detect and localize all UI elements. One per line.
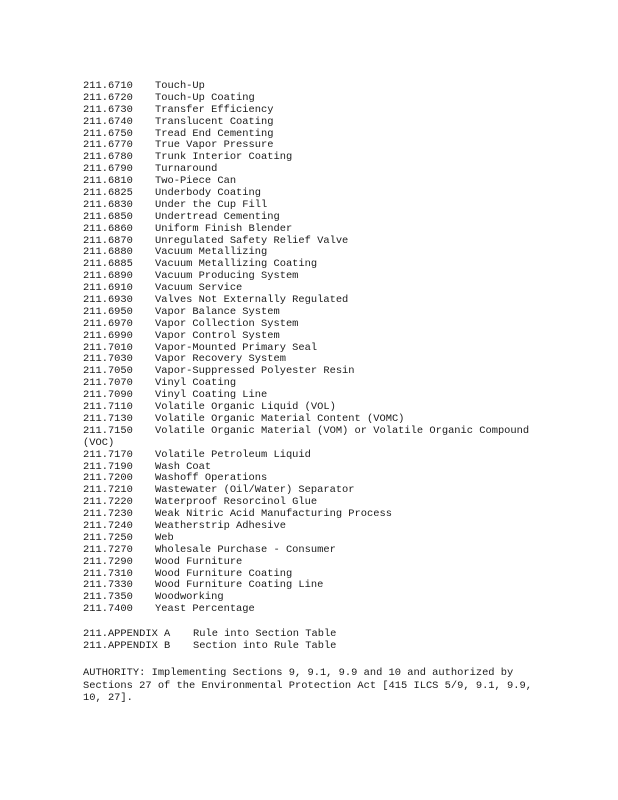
toc-entry [83,93,543,105]
toc-entry [83,129,543,141]
section-number: 211.6880 [83,246,133,259]
section-title: Vacuum Metallizing [155,246,268,259]
section-title: Vapor Control System [155,329,280,342]
toc-entry [83,426,543,450]
toc-entry [83,117,543,129]
section-title: Weatherstrip Adhesive [155,519,286,532]
section-title: Translucent Coating [155,115,274,128]
section-title: Transfer Efficiency [155,103,274,116]
section-title: Volatile Organic Material Content (VOMC) [155,412,405,425]
section-number: 211.7230 [83,508,133,521]
section-title: Vapor-Suppressed Polyester Resin [155,365,355,378]
toc-entry [83,271,543,283]
section-number: 211.6850 [83,210,133,223]
section-number: 211.6780 [83,151,133,164]
section-number: 211.7330 [83,579,133,592]
section-title: Unregulated Safety Relief Valve [155,234,349,247]
section-title: Under the Cup Fill [155,198,268,211]
toc-entry [83,224,543,236]
section-number: 211.6950 [83,305,133,318]
toc-entry [83,259,543,271]
toc-entry [83,533,543,545]
table-of-contents [83,81,543,616]
section-number: 211.6810 [83,175,133,188]
section-title: Woodworking [155,591,224,604]
toc-entry [83,343,543,355]
section-title: Waterproof Resorcinol Glue [155,496,318,509]
toc-entry [83,81,543,93]
section-title: Wood Furniture Coating [155,567,293,580]
section-number: 211.6770 [83,139,133,152]
toc-entry [83,509,543,521]
section-title: Washoff Operations [155,472,268,485]
toc-entry [83,378,543,390]
section-title: Undertread Cementing [155,210,280,223]
section-title: Tread End Cementing [155,127,274,140]
toc-entry [83,105,543,117]
section-title: Web [155,531,174,544]
section-number: 211.APPENDIX A [83,628,171,640]
section-title: Wood Furniture [155,555,243,568]
section-number: 211.7310 [83,567,133,580]
section-number: 211.7350 [83,591,133,604]
section-title: Touch-Up Coating [155,91,255,104]
toc-entry [83,188,543,200]
toc-entry [83,140,543,152]
toc-entry [83,592,543,604]
section-title: Volatile Petroleum Liquid [155,448,311,461]
toc-entry [83,580,543,592]
section-number: 211.6750 [83,127,133,140]
section-title: Vapor Balance System [155,305,280,318]
section-number: 211.APPENDIX B [83,639,171,652]
section-number: 211.7200 [83,472,133,485]
section-number: 211.6885 [83,258,133,271]
section-title: Two-Piece Can [155,175,237,188]
section-title: Uniform Finish Blender [155,222,293,235]
section-title: Wash Coat [155,460,212,473]
toc-entry [83,366,543,378]
toc-entry [83,164,543,176]
section-number: 211.7270 [83,543,133,556]
section-title: Section into Rule Table [193,639,337,652]
section-title: Vapor-Mounted Primary Seal [155,341,318,354]
section-title: Volatile Organic Liquid (VOL) [155,401,336,414]
section-number: 211.7090 [83,389,133,402]
section-number: 211.7150 [83,424,133,437]
section-number: 211.7190 [83,460,133,473]
section-title: Weak Nitric Acid Manufacturing Process [155,508,392,521]
section-title: Underbody Coating [155,187,262,200]
section-title: Wood Furniture Coating Line [155,579,324,592]
toc-entry [83,557,543,569]
section-title: Vacuum Metallizing Coating [155,258,318,271]
section-number: 211.6930 [83,294,133,307]
section-number: 211.6910 [83,282,133,295]
toc-entry [83,295,543,307]
toc-entry [83,200,543,212]
toc-entry [83,604,543,616]
toc-entry [83,212,543,224]
section-number: 211.7220 [83,496,133,509]
section-title: Valves Not Externally Regulated [155,294,349,307]
toc-entry [83,319,543,331]
section-number: 211.7170 [83,448,133,461]
section-title: Vacuum Producing System [155,270,299,283]
toc-entry [83,152,543,164]
section-number: 211.6720 [83,91,133,104]
section-title: Vapor Collection System [155,317,299,330]
toc-entry [83,545,543,557]
toc-entry [83,450,543,462]
section-number: 211.7400 [83,603,133,616]
section-title: Vinyl Coating Line [155,389,268,402]
section-number: 211.7210 [83,484,133,497]
section-number: 211.6990 [83,329,133,342]
section-title: Yeast Percentage [155,603,255,616]
section-title: Volatile Organic Material (VOM) or Volatile Organic Compound (VOC) [83,424,530,449]
section-number: 211.6970 [83,317,133,330]
section-title: Turnaround [155,163,218,176]
section-number: 211.7290 [83,555,133,568]
section-number: 211.6740 [83,115,133,128]
section-title: Wholesale Purchase - Consumer [155,543,336,556]
section-title: Vacuum Service [155,282,243,295]
section-title: Vapor Recovery System [155,353,286,366]
toc-entry [83,236,543,248]
section-number: 211.7010 [83,341,133,354]
section-number: 211.6830 [83,198,133,211]
toc-entry [83,307,543,319]
section-title: Vinyl Coating [155,377,237,390]
section-title: Trunk Interior Coating [155,151,293,164]
section-number: 211.7030 [83,353,133,366]
toc-entry [83,521,543,533]
section-number: 211.6825 [83,187,133,200]
section-title: True Vapor Pressure [155,139,274,152]
toc-entry [83,641,336,653]
section-title: Wastewater (Oil/Water) Separator [155,484,355,497]
section-number: 211.6860 [83,222,133,235]
toc-entry [83,462,543,474]
section-number: 211.7050 [83,365,133,378]
section-number: 211.6870 [83,234,133,247]
section-number: 211.7130 [83,412,133,425]
section-number: 211.6790 [83,163,133,176]
section-title: Rule into Section Table [193,628,337,640]
toc-entry [83,176,543,188]
appendix-list [83,629,336,653]
authority-note: AUTHORITY: Implementing Sections 9, 9.1, 9.9 and 10 and authorized by Sections 27 of the Environmental Protection Act [415 ILCS 5/9, 9.1, 9.9, 10, 27]. [83,667,532,704]
toc-entry [83,331,543,343]
section-number: 211.7070 [83,377,133,390]
section-number: 211.7240 [83,519,133,532]
section-number: 211.6730 [83,103,133,116]
section-number: 211.6890 [83,270,133,283]
section-number: 211.7250 [83,531,133,544]
section-number: 211.6710 [83,80,133,92]
section-title: Touch-Up [155,80,205,92]
section-number: 211.7110 [83,401,133,414]
